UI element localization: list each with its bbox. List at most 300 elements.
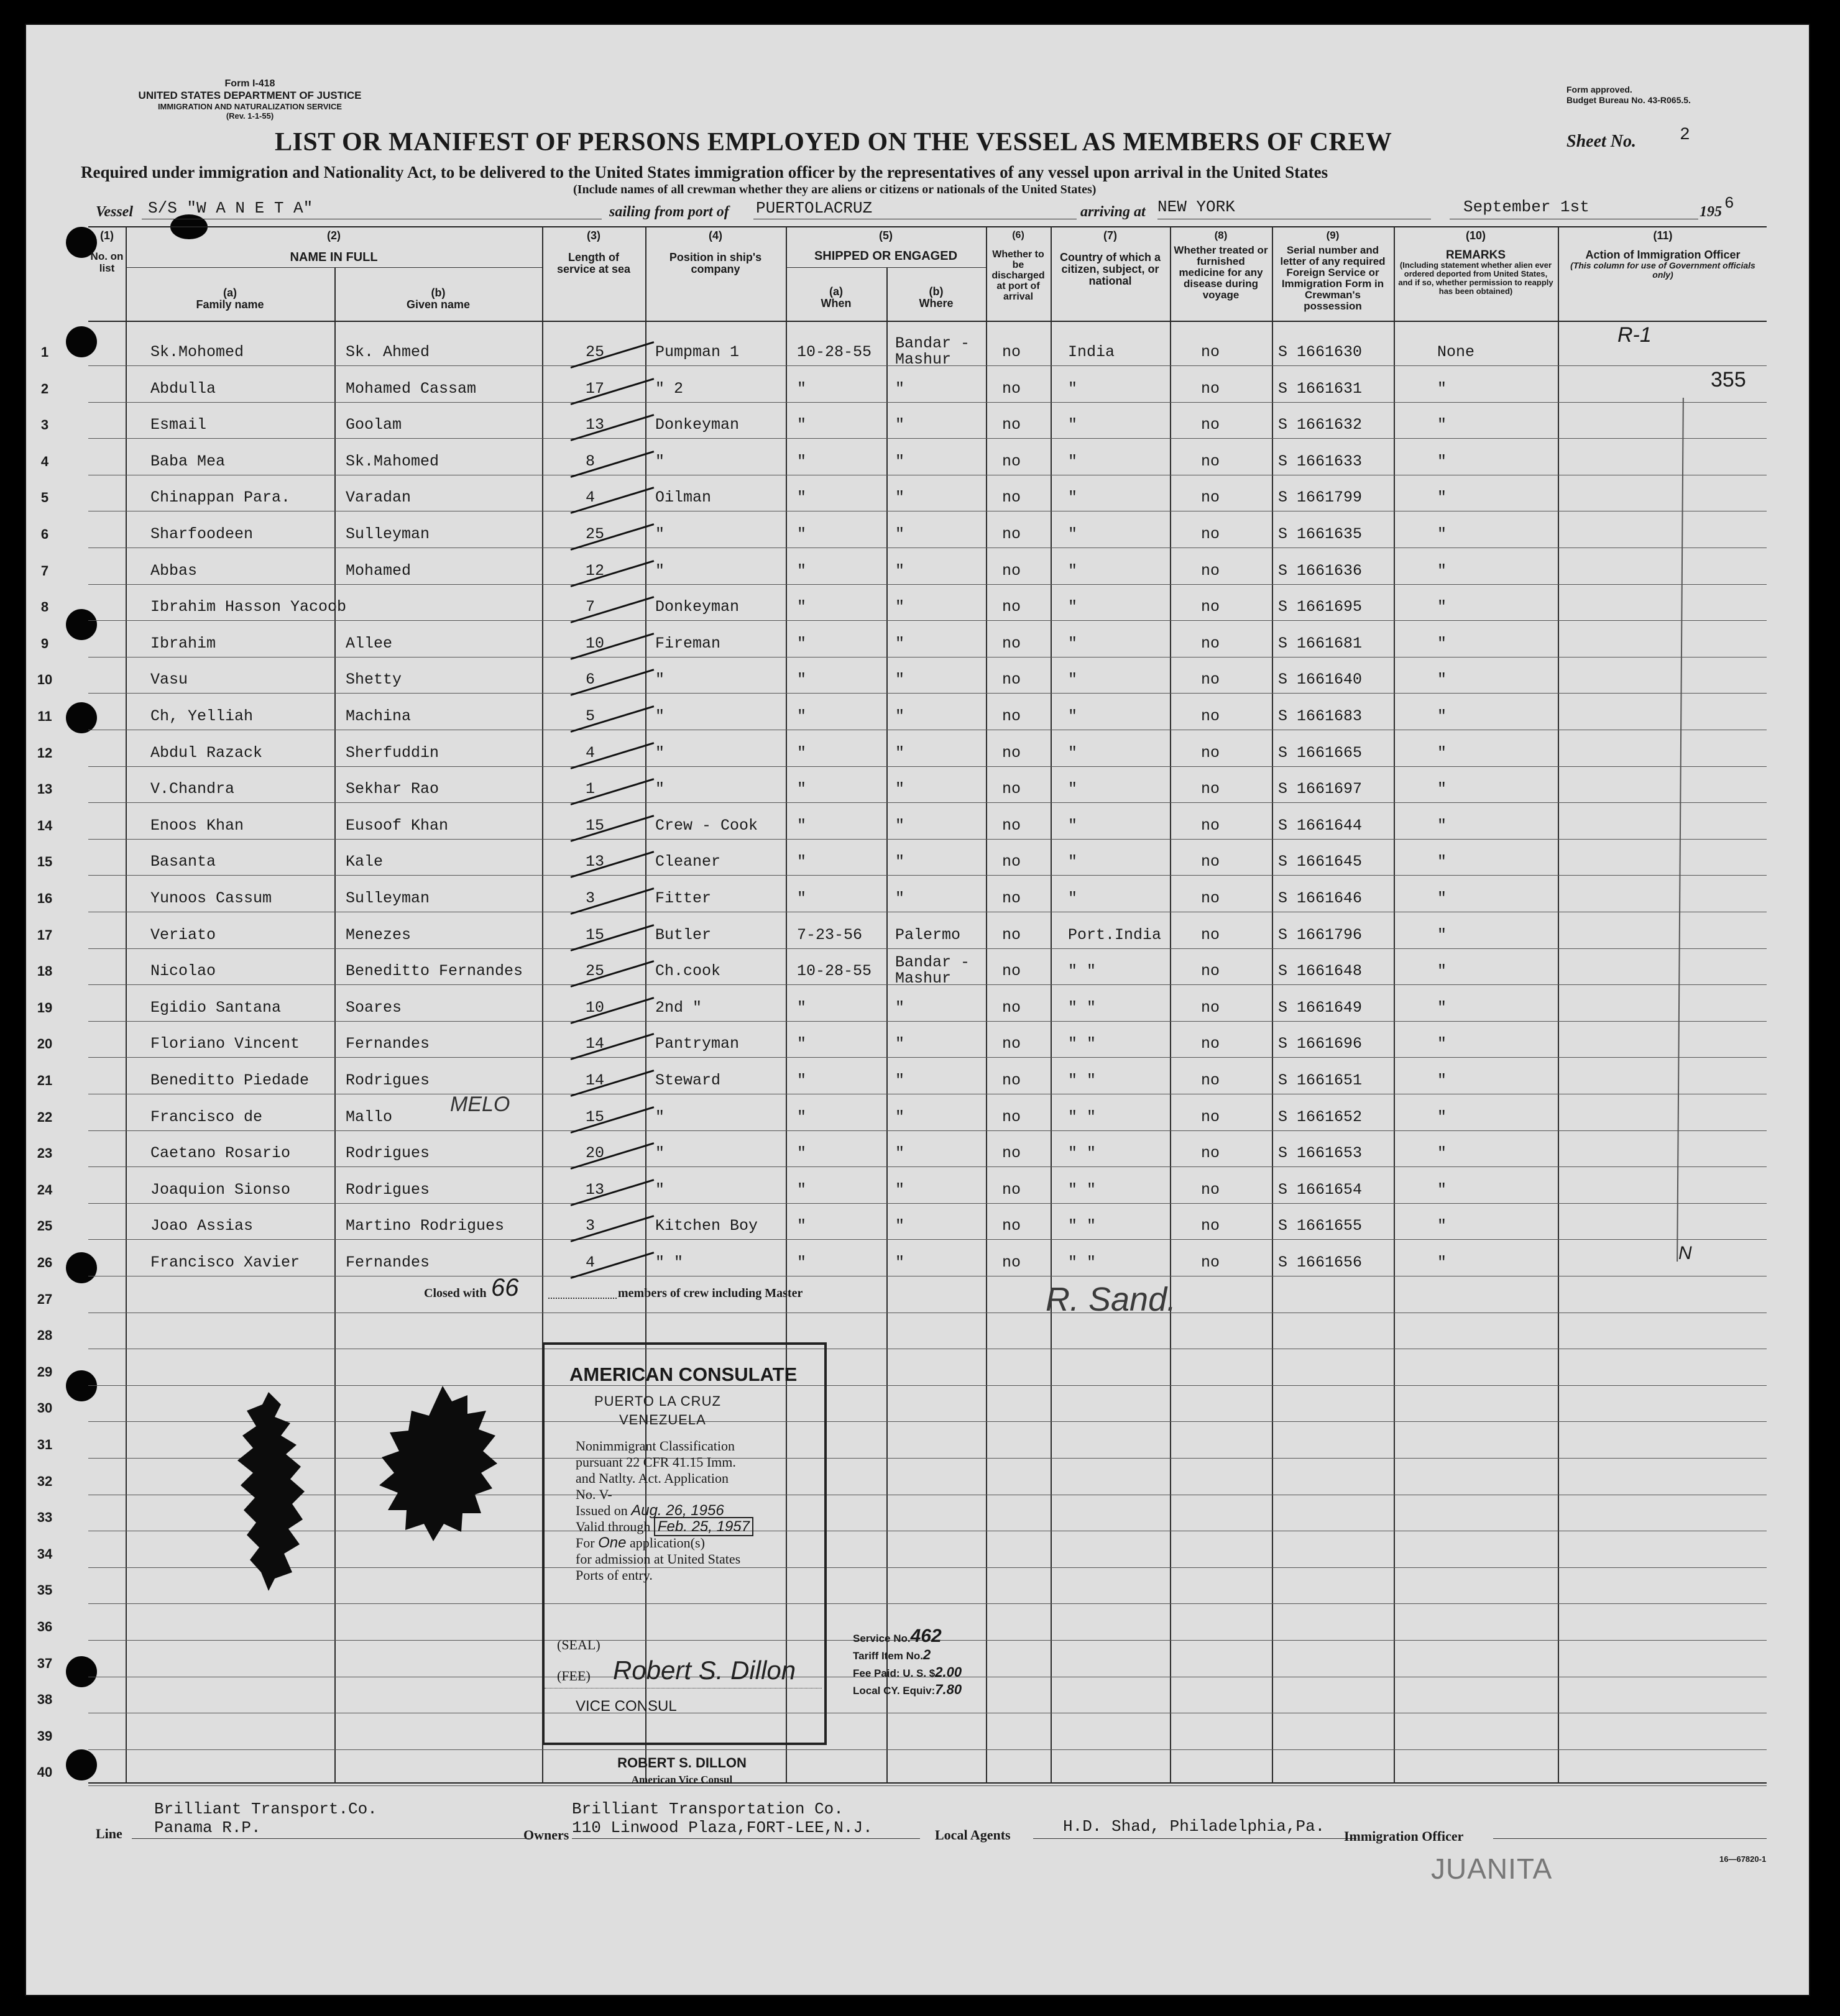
service-strike — [571, 1252, 655, 1279]
shipped-where: " — [895, 598, 905, 616]
treated: no — [1201, 416, 1220, 434]
row-number: 2 — [40, 381, 49, 396]
discharged: no — [1002, 962, 1021, 980]
discharged: no — [1002, 671, 1021, 689]
position: " 2 — [655, 380, 684, 398]
row-number: 39 — [37, 1728, 53, 1744]
discharged: no — [1002, 1144, 1021, 1162]
service: IMMIGRATION AND NATURALIZATION SERVICE — [157, 102, 343, 111]
subheader-rule — [786, 267, 986, 268]
seal-mark — [231, 1392, 337, 1591]
shipped-where: " — [895, 1181, 905, 1199]
given-name: Kale — [346, 853, 384, 871]
given-name: Shetty — [346, 671, 402, 689]
manifest-sheet — [26, 25, 1809, 1995]
country: " " — [1068, 1035, 1097, 1053]
col5a-header — [786, 286, 886, 309]
col1-header — [88, 230, 126, 274]
remarks: " — [1437, 817, 1447, 835]
line-place: Panama R.P. — [154, 1818, 261, 1837]
sheet-label: Sheet No. — [1566, 132, 1636, 151]
fee-block — [853, 1628, 962, 1699]
country: India — [1068, 343, 1115, 361]
serial-number: S 1661652 — [1278, 1108, 1363, 1126]
serial-number: S 1661683 — [1278, 707, 1363, 725]
vice-consul-label: VICE CONSUL — [576, 1698, 677, 1715]
col11-header — [1560, 230, 1765, 280]
row-rule — [88, 1021, 1767, 1022]
row-number: 12 — [37, 745, 53, 761]
shipped-when: " — [797, 416, 807, 434]
punch-hole — [66, 1252, 97, 1283]
row-rule — [88, 620, 1767, 621]
shipped-where: Bandar - — [895, 953, 970, 971]
serial-number: S 1661640 — [1278, 671, 1363, 689]
col9-header — [1274, 230, 1391, 312]
seal-mark — [374, 1386, 499, 1547]
row-number: 4 — [40, 454, 49, 469]
service-label: Service No. — [853, 1633, 911, 1644]
country: " — [1068, 817, 1078, 835]
col-label: No. on list — [90, 250, 124, 274]
page-title: LIST OR MANIFEST OF PERSONS EMPLOYED ON THE VESSEL AS MEMBERS OF CREW — [275, 128, 1392, 157]
given-name: Rodrigues — [346, 1144, 430, 1162]
country: " — [1068, 889, 1078, 907]
year-suffix: 6 — [1724, 194, 1734, 213]
serial-number: S 1661681 — [1278, 635, 1363, 653]
service-years: 4 — [586, 1253, 596, 1271]
given-name: Fernandes — [346, 1035, 430, 1053]
underline — [132, 1838, 530, 1839]
remarks: " — [1437, 926, 1447, 944]
shipped-when: " — [797, 635, 807, 653]
position: Butler — [655, 926, 712, 944]
serial-number: S 1661631 — [1278, 380, 1363, 398]
col-label: SHIPPED OR ENGAGED — [814, 249, 958, 263]
treated: no — [1201, 1035, 1220, 1053]
service-strike — [571, 778, 655, 805]
shipped-when: " — [797, 1217, 807, 1235]
country: " — [1068, 635, 1078, 653]
discharged: no — [1002, 1035, 1021, 1053]
discharged: no — [1002, 1217, 1021, 1235]
row-number: 37 — [37, 1656, 53, 1671]
officer-end-mark: N — [1678, 1243, 1692, 1263]
family-name: Sk.Mohomed — [150, 343, 244, 361]
discharged: no — [1002, 1071, 1021, 1089]
arriving-label: arriving at — [1080, 204, 1146, 220]
remarks: " — [1437, 1144, 1447, 1162]
position: Crew - Cook — [655, 817, 758, 835]
approval-line: Form approved. — [1566, 85, 1632, 94]
serial-number: S 1661695 — [1278, 598, 1363, 616]
valid-label: Valid through — [576, 1519, 651, 1534]
shipped-when: 7-23-56 — [797, 926, 863, 944]
given-name: Sk. Ahmed — [346, 343, 430, 361]
remarks: " — [1437, 380, 1447, 398]
treated: no — [1201, 380, 1220, 398]
family-name: Joaquion Sionso — [150, 1181, 291, 1199]
line-name: Brilliant Transport.Co. — [154, 1800, 377, 1818]
shipped-where: " — [895, 889, 905, 907]
discharged: no — [1002, 525, 1021, 543]
stamp-line: Nonimmigrant Classification — [576, 1438, 735, 1454]
for-label: For — [576, 1535, 595, 1551]
row-number: 8 — [40, 599, 49, 615]
shipped-where: " — [895, 1144, 905, 1162]
given-name: Sulleyman — [346, 525, 430, 543]
discharged: no — [1002, 744, 1021, 762]
row-rule — [88, 802, 1767, 803]
tariff-number: 2 — [923, 1647, 931, 1662]
arrival-date: September 1st — [1463, 198, 1589, 216]
row-rule — [88, 1785, 1767, 1786]
serial-number: S 1661646 — [1278, 889, 1363, 907]
col-divider — [886, 267, 888, 1784]
department: UNITED STATES DEPARTMENT OF JUSTICE — [138, 89, 362, 101]
stamp-body — [576, 1438, 818, 1583]
shipped-where: " — [895, 380, 905, 398]
shipped-where: Bandar - — [895, 334, 970, 352]
juanita-note: JUANITA — [1431, 1853, 1553, 1885]
shipped-where: " — [895, 562, 905, 580]
family-name: Nicolao — [150, 962, 216, 980]
given-name: Sk.Mahomed — [346, 452, 439, 470]
serial-number: S 1661636 — [1278, 562, 1363, 580]
shipped-where: " — [895, 999, 905, 1017]
treated: no — [1201, 780, 1220, 798]
discharged: no — [1002, 1181, 1021, 1199]
local-value: 7.80 — [935, 1682, 962, 1697]
row-rule — [88, 438, 1767, 439]
given-name: Martino Rodrigues — [346, 1217, 505, 1235]
discharged: no — [1002, 1108, 1021, 1126]
country: " — [1068, 488, 1078, 506]
service-years: 13 — [586, 1181, 605, 1199]
service-years: 3 — [586, 889, 596, 907]
serial-number: S 1661796 — [1278, 926, 1363, 944]
service-strike — [571, 669, 655, 696]
serial-number: S 1661656 — [1278, 1253, 1363, 1271]
row-number: 10 — [37, 672, 53, 687]
position: Kitchen Boy — [655, 1217, 758, 1235]
service-strike — [571, 560, 655, 587]
shipped-where: " — [895, 416, 905, 434]
discharged: no — [1002, 380, 1021, 398]
print-code: 16—67820-1 — [1719, 1854, 1767, 1864]
serial-number: S 1661697 — [1278, 780, 1363, 798]
punch-hole — [66, 1370, 97, 1401]
shipped-where: " — [895, 1253, 905, 1271]
service-years: 25 — [586, 343, 605, 361]
col-number: (a) — [829, 285, 843, 298]
country: " — [1068, 671, 1078, 689]
shipped-where-line2: Mashur — [895, 969, 952, 987]
row-number: 29 — [37, 1364, 53, 1380]
row-number: 3 — [40, 417, 49, 433]
country: " — [1068, 416, 1078, 434]
service-strike — [571, 451, 655, 478]
vessel-label: Vessel — [96, 204, 133, 220]
form-authority — [88, 78, 412, 121]
officer-name: ROBERT S. DILLON — [617, 1755, 747, 1771]
family-name: Caetano Rosario — [150, 1144, 291, 1162]
shipped-when: " — [797, 1035, 807, 1053]
shipped-where: " — [895, 452, 905, 470]
country: Port.India — [1068, 926, 1162, 944]
discharged: no — [1002, 926, 1021, 944]
remarks: " — [1437, 1217, 1447, 1235]
country: " " — [1068, 962, 1097, 980]
position: Pantryman — [655, 1035, 740, 1053]
service-years: 14 — [586, 1035, 605, 1053]
country: " " — [1068, 1217, 1097, 1235]
position: " " — [655, 1253, 684, 1271]
position: Cleaner — [655, 853, 721, 871]
family-name: Floriano Vincent — [150, 1035, 300, 1053]
melo-correction: MELO — [450, 1093, 510, 1116]
service-years: 4 — [586, 488, 596, 506]
given-name: Allee — [346, 635, 393, 653]
country: " — [1068, 380, 1078, 398]
shipped-when: 10-28-55 — [797, 343, 872, 361]
family-name: Beneditto Piedade — [150, 1071, 310, 1089]
row-number: 6 — [40, 526, 49, 542]
remarks: " — [1437, 452, 1447, 470]
given-name: Mallo — [346, 1108, 393, 1126]
row-rule — [88, 1203, 1767, 1204]
discharged: no — [1002, 817, 1021, 835]
serial-number: S 1661665 — [1278, 744, 1363, 762]
position: " — [655, 1108, 665, 1126]
family-name: Sharfoodeen — [150, 525, 254, 543]
shipped-when: " — [797, 452, 807, 470]
shipped-where: " — [895, 525, 905, 543]
service-strike — [571, 1142, 655, 1170]
tariff-label: Tariff Item No. — [853, 1650, 924, 1662]
discharged: no — [1002, 562, 1021, 580]
fee-label: Fee Paid: U. S. $ — [853, 1667, 936, 1679]
service-years: 14 — [586, 1071, 605, 1089]
for-value: One — [598, 1534, 627, 1551]
family-name: Ibrahim — [150, 635, 216, 653]
initials-signature: R. Sand. — [1046, 1281, 1177, 1318]
treated: no — [1201, 343, 1220, 361]
family-name: Abdulla — [150, 380, 216, 398]
shipped-where: " — [895, 671, 905, 689]
discharged: no — [1002, 416, 1021, 434]
discharged: no — [1002, 452, 1021, 470]
shipped-when: " — [797, 707, 807, 725]
country: " — [1068, 853, 1078, 871]
budget-approval — [1566, 85, 1765, 106]
serial-number: S 1661648 — [1278, 962, 1363, 980]
family-name: Egidio Santana — [150, 999, 282, 1017]
shipped-where: " — [895, 1217, 905, 1235]
stamp-city: PUERTO LA CRUZ — [594, 1393, 721, 1409]
col-number: (a) — [223, 286, 237, 299]
col-number: (b) — [431, 286, 446, 299]
row-number: 40 — [37, 1764, 53, 1780]
given-name: Varadan — [346, 488, 412, 506]
col-label: REMARKS — [1445, 249, 1506, 262]
serial-number: S 1661635 — [1278, 525, 1363, 543]
col-number: (7) — [1103, 229, 1117, 242]
col-number: (6) — [1012, 230, 1024, 241]
position: Fireman — [655, 635, 721, 653]
remarks: " — [1437, 488, 1447, 506]
family-name: Francisco de — [150, 1108, 263, 1126]
service-strike — [571, 1179, 655, 1206]
col-label: Given name — [406, 298, 471, 311]
row-number: 24 — [37, 1182, 53, 1198]
service-strike — [571, 851, 655, 878]
serial-number: S 1661632 — [1278, 416, 1363, 434]
discharged: no — [1002, 707, 1021, 725]
serial-number: S 1661655 — [1278, 1217, 1363, 1235]
service-strike — [571, 924, 655, 951]
position: " — [655, 780, 665, 798]
treated: no — [1201, 707, 1220, 725]
position: 2nd " — [655, 999, 702, 1017]
serial-number: S 1661696 — [1278, 1035, 1363, 1053]
row-number: 25 — [37, 1218, 53, 1234]
remarks: " — [1437, 780, 1447, 798]
col-label: Whether treated or furnished medicine for any disease during voyage — [1174, 244, 1268, 301]
col8-header — [1174, 230, 1268, 301]
col-number: (9) — [1326, 229, 1340, 241]
col-label: Action of Immigration Officer — [1585, 249, 1741, 261]
serial-number: S 1661651 — [1278, 1071, 1363, 1089]
col2b-header — [334, 287, 542, 311]
shipped-when: " — [797, 1144, 807, 1162]
remarks: " — [1437, 962, 1447, 980]
shipped-where: Palermo — [895, 926, 961, 944]
table-bottom-rule — [88, 1782, 1767, 1784]
country: " " — [1068, 1253, 1097, 1271]
position: Steward — [655, 1071, 721, 1089]
row-number: 11 — [37, 708, 52, 724]
remarks: " — [1437, 999, 1447, 1017]
shipped-when: " — [797, 562, 807, 580]
service-years: 15 — [586, 926, 605, 944]
officer-number: 355 — [1711, 368, 1746, 392]
closing-prefix: Closed with — [424, 1286, 487, 1300]
col10-header — [1396, 230, 1555, 296]
service-years: 6 — [586, 671, 596, 689]
given-name: Fernandes — [346, 1253, 430, 1271]
stamp-title: AMERICAN CONSULATE — [569, 1363, 798, 1385]
family-name: Ibrahim Hasson Yacoob — [150, 598, 347, 616]
family-name: Enoos Khan — [150, 817, 244, 835]
officer-mark: R-1 — [1617, 323, 1652, 347]
treated: no — [1201, 525, 1220, 543]
row-number: 38 — [37, 1692, 53, 1707]
position: Pumpman 1 — [655, 343, 740, 361]
row-number: 36 — [37, 1619, 53, 1634]
col2-header — [126, 230, 542, 263]
shipped-when: " — [797, 817, 807, 835]
form-number: Form I-418 — [224, 78, 275, 89]
shipped-when: " — [797, 780, 807, 798]
port-from: PUERTOLACRUZ — [756, 199, 873, 218]
given-name: Menezes — [346, 926, 412, 944]
remarks: " — [1437, 1253, 1447, 1271]
row-number: 20 — [37, 1036, 53, 1052]
shipped-when: " — [797, 380, 807, 398]
col-note: (This column for use of Government officials only) — [1570, 260, 1755, 280]
shipped-where-line2: Mashur — [895, 351, 952, 369]
service-years: 15 — [586, 817, 605, 835]
col-divider — [1170, 226, 1171, 1784]
given-name: Machina — [346, 707, 412, 725]
stamp-line: and Natlty. Act. Application — [576, 1470, 729, 1486]
position: Ch.cook — [655, 962, 721, 980]
row-number: 13 — [37, 781, 53, 797]
row-rule — [88, 1239, 1767, 1240]
treated: no — [1201, 926, 1220, 944]
treated: no — [1201, 853, 1220, 871]
col-number: (1) — [100, 229, 114, 242]
col-label: Position in ship's company — [669, 251, 762, 275]
shipped-when: " — [797, 488, 807, 506]
treated: no — [1201, 635, 1220, 653]
service-years: 5 — [586, 707, 596, 725]
position: " — [655, 525, 665, 543]
service-years: 1 — [586, 780, 596, 798]
shipped-when: " — [797, 525, 807, 543]
service-strike — [571, 341, 655, 369]
row-number: 18 — [37, 963, 53, 979]
position: " — [655, 1144, 665, 1162]
row-number: 34 — [37, 1546, 53, 1562]
closing-dots — [548, 1298, 617, 1299]
given-name: Rodrigues — [346, 1071, 430, 1089]
treated: no — [1201, 962, 1220, 980]
punch-hole — [66, 702, 97, 733]
shipped-when: " — [797, 1181, 807, 1199]
serial-number: S 1661644 — [1278, 817, 1363, 835]
position: Oilman — [655, 488, 712, 506]
row-number: 22 — [37, 1109, 53, 1125]
country: " — [1068, 525, 1078, 543]
row-number: 17 — [37, 927, 53, 943]
row-rule — [88, 1603, 1767, 1604]
col-label: Length of service at sea — [556, 251, 631, 275]
discharged: no — [1002, 853, 1021, 871]
service-years: 13 — [586, 416, 605, 434]
col-divider — [1394, 226, 1395, 1784]
family-name: Abbas — [150, 562, 198, 580]
service-strike — [571, 887, 655, 915]
row-rule — [88, 1166, 1767, 1167]
shipped-when: " — [797, 853, 807, 871]
shipped-when: 10-28-55 — [797, 962, 872, 980]
line-label: Line — [96, 1826, 122, 1841]
row-number: 7 — [40, 563, 49, 579]
stamp-seal: (SEAL) — [557, 1637, 600, 1652]
shipped-when: " — [797, 598, 807, 616]
row-number: 15 — [37, 854, 53, 869]
family-name: Ch, Yelliah — [150, 707, 254, 725]
serial-number: S 1661630 — [1278, 343, 1363, 361]
officer-pencil-line — [1677, 398, 1684, 1262]
given-name: Sherfuddin — [346, 744, 439, 762]
col-number: (11) — [1653, 229, 1673, 242]
col-divider — [1558, 226, 1559, 1784]
underline — [1033, 1838, 1356, 1839]
country: " — [1068, 744, 1078, 762]
